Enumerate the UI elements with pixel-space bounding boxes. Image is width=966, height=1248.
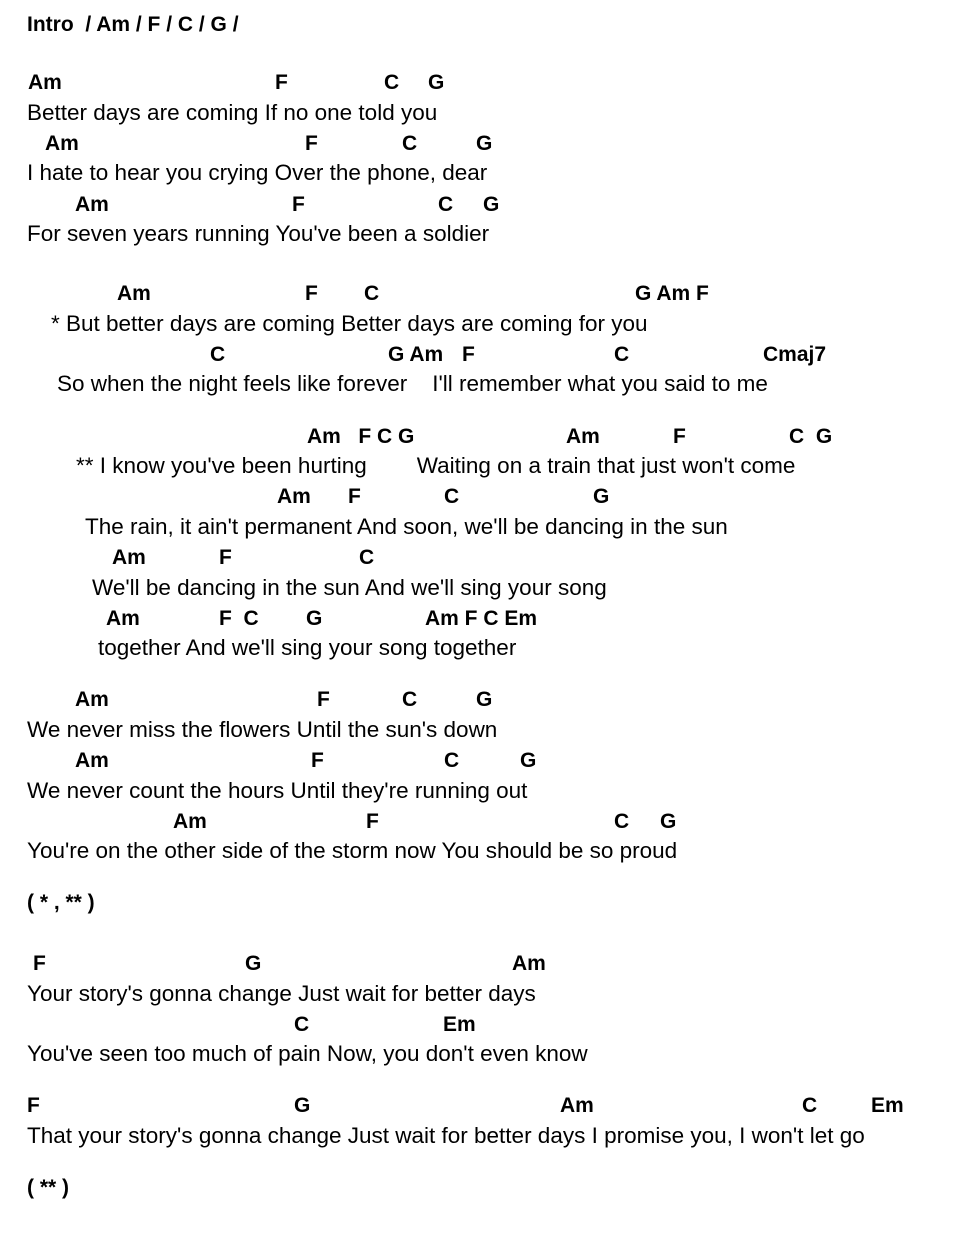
- chord: F: [292, 193, 305, 216]
- chord: Em: [871, 1094, 904, 1117]
- lyric-line: For seven years running You've been a soldier: [27, 221, 490, 246]
- chord: C: [402, 688, 418, 711]
- lyric-line: So when the night feels like forever I'll remember what you said to me: [57, 371, 768, 396]
- chord: Am F C Em: [425, 607, 538, 630]
- lyric-line: * But better days are coming Better days are coming for you: [51, 311, 648, 336]
- lyric-line: I hate to hear you crying Over the phone, dear: [27, 160, 488, 185]
- chord: F: [219, 546, 232, 569]
- chord: G: [660, 810, 677, 833]
- lyric-line: That your story's gonna change Just wait for better days I promise you, I won't let go: [27, 1123, 865, 1148]
- chord: F: [275, 71, 288, 94]
- chord: Am: [45, 132, 79, 155]
- chord: F: [305, 282, 318, 305]
- chord: F: [27, 1094, 40, 1117]
- chord: F C: [219, 607, 259, 630]
- chord: F: [311, 749, 324, 772]
- chord: C: [438, 193, 454, 216]
- chord: Am: [173, 810, 207, 833]
- lyric-line: together And we'll sing your song together: [98, 635, 517, 660]
- chord: C: [384, 71, 400, 94]
- lyric-line: The rain, it ain't permanent And soon, we'll be dancing in the sun: [85, 514, 728, 539]
- chord: G Am F: [635, 282, 709, 305]
- lyric-line: You've seen too much of pain Now, you don't even know: [27, 1041, 588, 1066]
- chord: F: [33, 952, 46, 975]
- lyric-line: Better days are coming If no one told you: [27, 100, 438, 125]
- lyric-line: You're on the other side of the storm now You should be so proud: [27, 838, 678, 863]
- chord: Am: [106, 607, 140, 630]
- lyric-line: We never miss the flowers Until the sun's down: [27, 717, 498, 742]
- chord: F: [317, 688, 330, 711]
- chord: F: [366, 810, 379, 833]
- repeat-marker: ( * , ** ): [27, 891, 95, 914]
- lyric-line: ** I know you've been hurting Waiting on a train that just won't come: [76, 453, 796, 478]
- chord: C: [402, 132, 418, 155]
- intro-line: Intro / Am / F / C / G /: [27, 13, 239, 36]
- chord: C: [802, 1094, 818, 1117]
- chord: Am: [112, 546, 146, 569]
- chord: G: [476, 688, 493, 711]
- chord: G: [294, 1094, 311, 1117]
- repeat-marker: ( ** ): [27, 1176, 69, 1199]
- chord: G: [483, 193, 500, 216]
- chord: C: [614, 343, 630, 366]
- chord: F: [673, 425, 686, 448]
- chord: Am: [28, 71, 62, 94]
- chord: G: [245, 952, 262, 975]
- chord: G: [593, 485, 610, 508]
- chord: Am: [560, 1094, 594, 1117]
- chord: G: [428, 71, 445, 94]
- chord: G: [476, 132, 493, 155]
- chord: C: [444, 749, 460, 772]
- lyric-line: We'll be dancing in the sun And we'll sing your song: [92, 575, 607, 600]
- chord: C: [294, 1013, 310, 1036]
- chord: C: [444, 485, 460, 508]
- chord: Am: [117, 282, 151, 305]
- chord: F: [462, 343, 475, 366]
- lyric-line: We never count the hours Until they're running out: [27, 778, 528, 803]
- lyric-line: Your story's gonna change Just wait for better days: [27, 981, 536, 1006]
- chord: Am: [277, 485, 311, 508]
- chord: C: [210, 343, 226, 366]
- chord: C: [614, 810, 630, 833]
- chord: Am: [75, 749, 109, 772]
- chord: C: [364, 282, 380, 305]
- chord: Cmaj7: [763, 343, 827, 366]
- chord: C: [359, 546, 375, 569]
- chord: Am: [75, 193, 109, 216]
- chord: Am F C G: [307, 425, 415, 448]
- chord: Am: [75, 688, 109, 711]
- chord: G Am: [388, 343, 444, 366]
- chord: C G: [789, 425, 833, 448]
- chord: F: [305, 132, 318, 155]
- chord: G: [520, 749, 537, 772]
- chord: Am: [566, 425, 600, 448]
- chord: G: [306, 607, 323, 630]
- chord: Am: [512, 952, 546, 975]
- chord: F: [348, 485, 361, 508]
- chord: Em: [443, 1013, 476, 1036]
